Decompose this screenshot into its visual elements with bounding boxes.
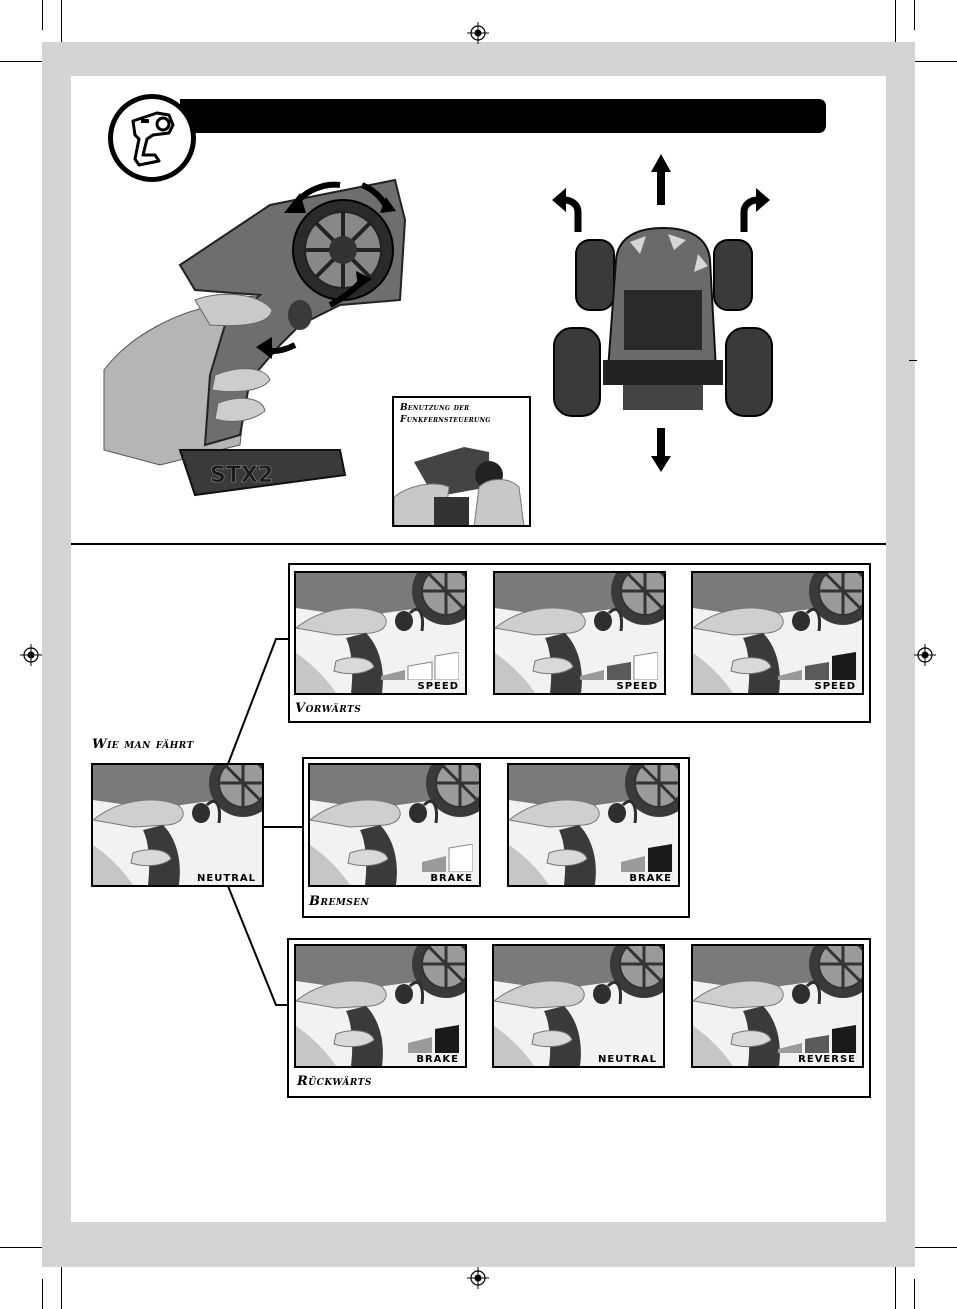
meter-bar [435,1025,459,1053]
group-label-vorwaerts: Vorwärts [295,701,362,716]
level-meter [621,844,672,872]
trigger-hand-photo [93,765,262,885]
meter-bar [805,662,829,680]
how-to-drive-title: Wie man fährt [92,737,194,752]
transmitter-brand: STX2 [210,463,274,488]
callout-line-2: Funkfernsteuerung [400,415,491,425]
meter-bar [805,1035,829,1053]
level-meter [422,844,473,872]
callout-line-1: Benutzung der [400,403,470,413]
meter-bar [778,1043,802,1053]
meter-bar [381,670,405,680]
meter-bar [648,844,672,872]
level-meter [408,1025,459,1053]
meter-bar [607,662,631,680]
meter-bar [408,662,432,680]
panel-reverse-3 [691,944,864,1068]
panel-label: BRAKE [629,873,672,884]
panel-label: NEUTRAL [197,873,256,884]
meter-bar [621,856,645,872]
panel-label: SPEED [417,681,459,692]
level-meter [580,652,658,680]
meter-bar [778,670,802,680]
panel-label: SPEED [616,681,658,692]
meter-bar [422,856,446,872]
panel-reverse-1 [294,944,467,1068]
meter-bar [408,1037,432,1053]
meter-bar [634,652,658,680]
meter-bar [580,670,604,680]
panel-forward-1 [294,571,467,695]
panel-label: SPEED [814,681,856,692]
group-label-rueckwaerts: Rückwärts [297,1074,372,1089]
panel-brake-2 [507,763,680,887]
panel-forward-2 [493,571,666,695]
meter-bar [449,844,473,872]
panel-label: REVERSE [798,1054,856,1065]
trigger-hand-photo [494,946,663,1066]
level-meter [778,1025,856,1053]
panel-label: BRAKE [416,1054,459,1065]
panel-reverse-2 [492,944,665,1068]
meter-bar [832,1025,856,1053]
panel-brake-1 [308,763,481,887]
panel-forward-3 [691,571,864,695]
meter-bar [435,652,459,680]
level-meter [778,652,856,680]
level-meter [381,652,459,680]
panel-label: NEUTRAL [598,1054,657,1065]
panel-label: BRAKE [430,873,473,884]
panel-start [91,763,264,887]
meter-bar [832,652,856,680]
group-label-bremsen: Bremsen [309,894,370,909]
